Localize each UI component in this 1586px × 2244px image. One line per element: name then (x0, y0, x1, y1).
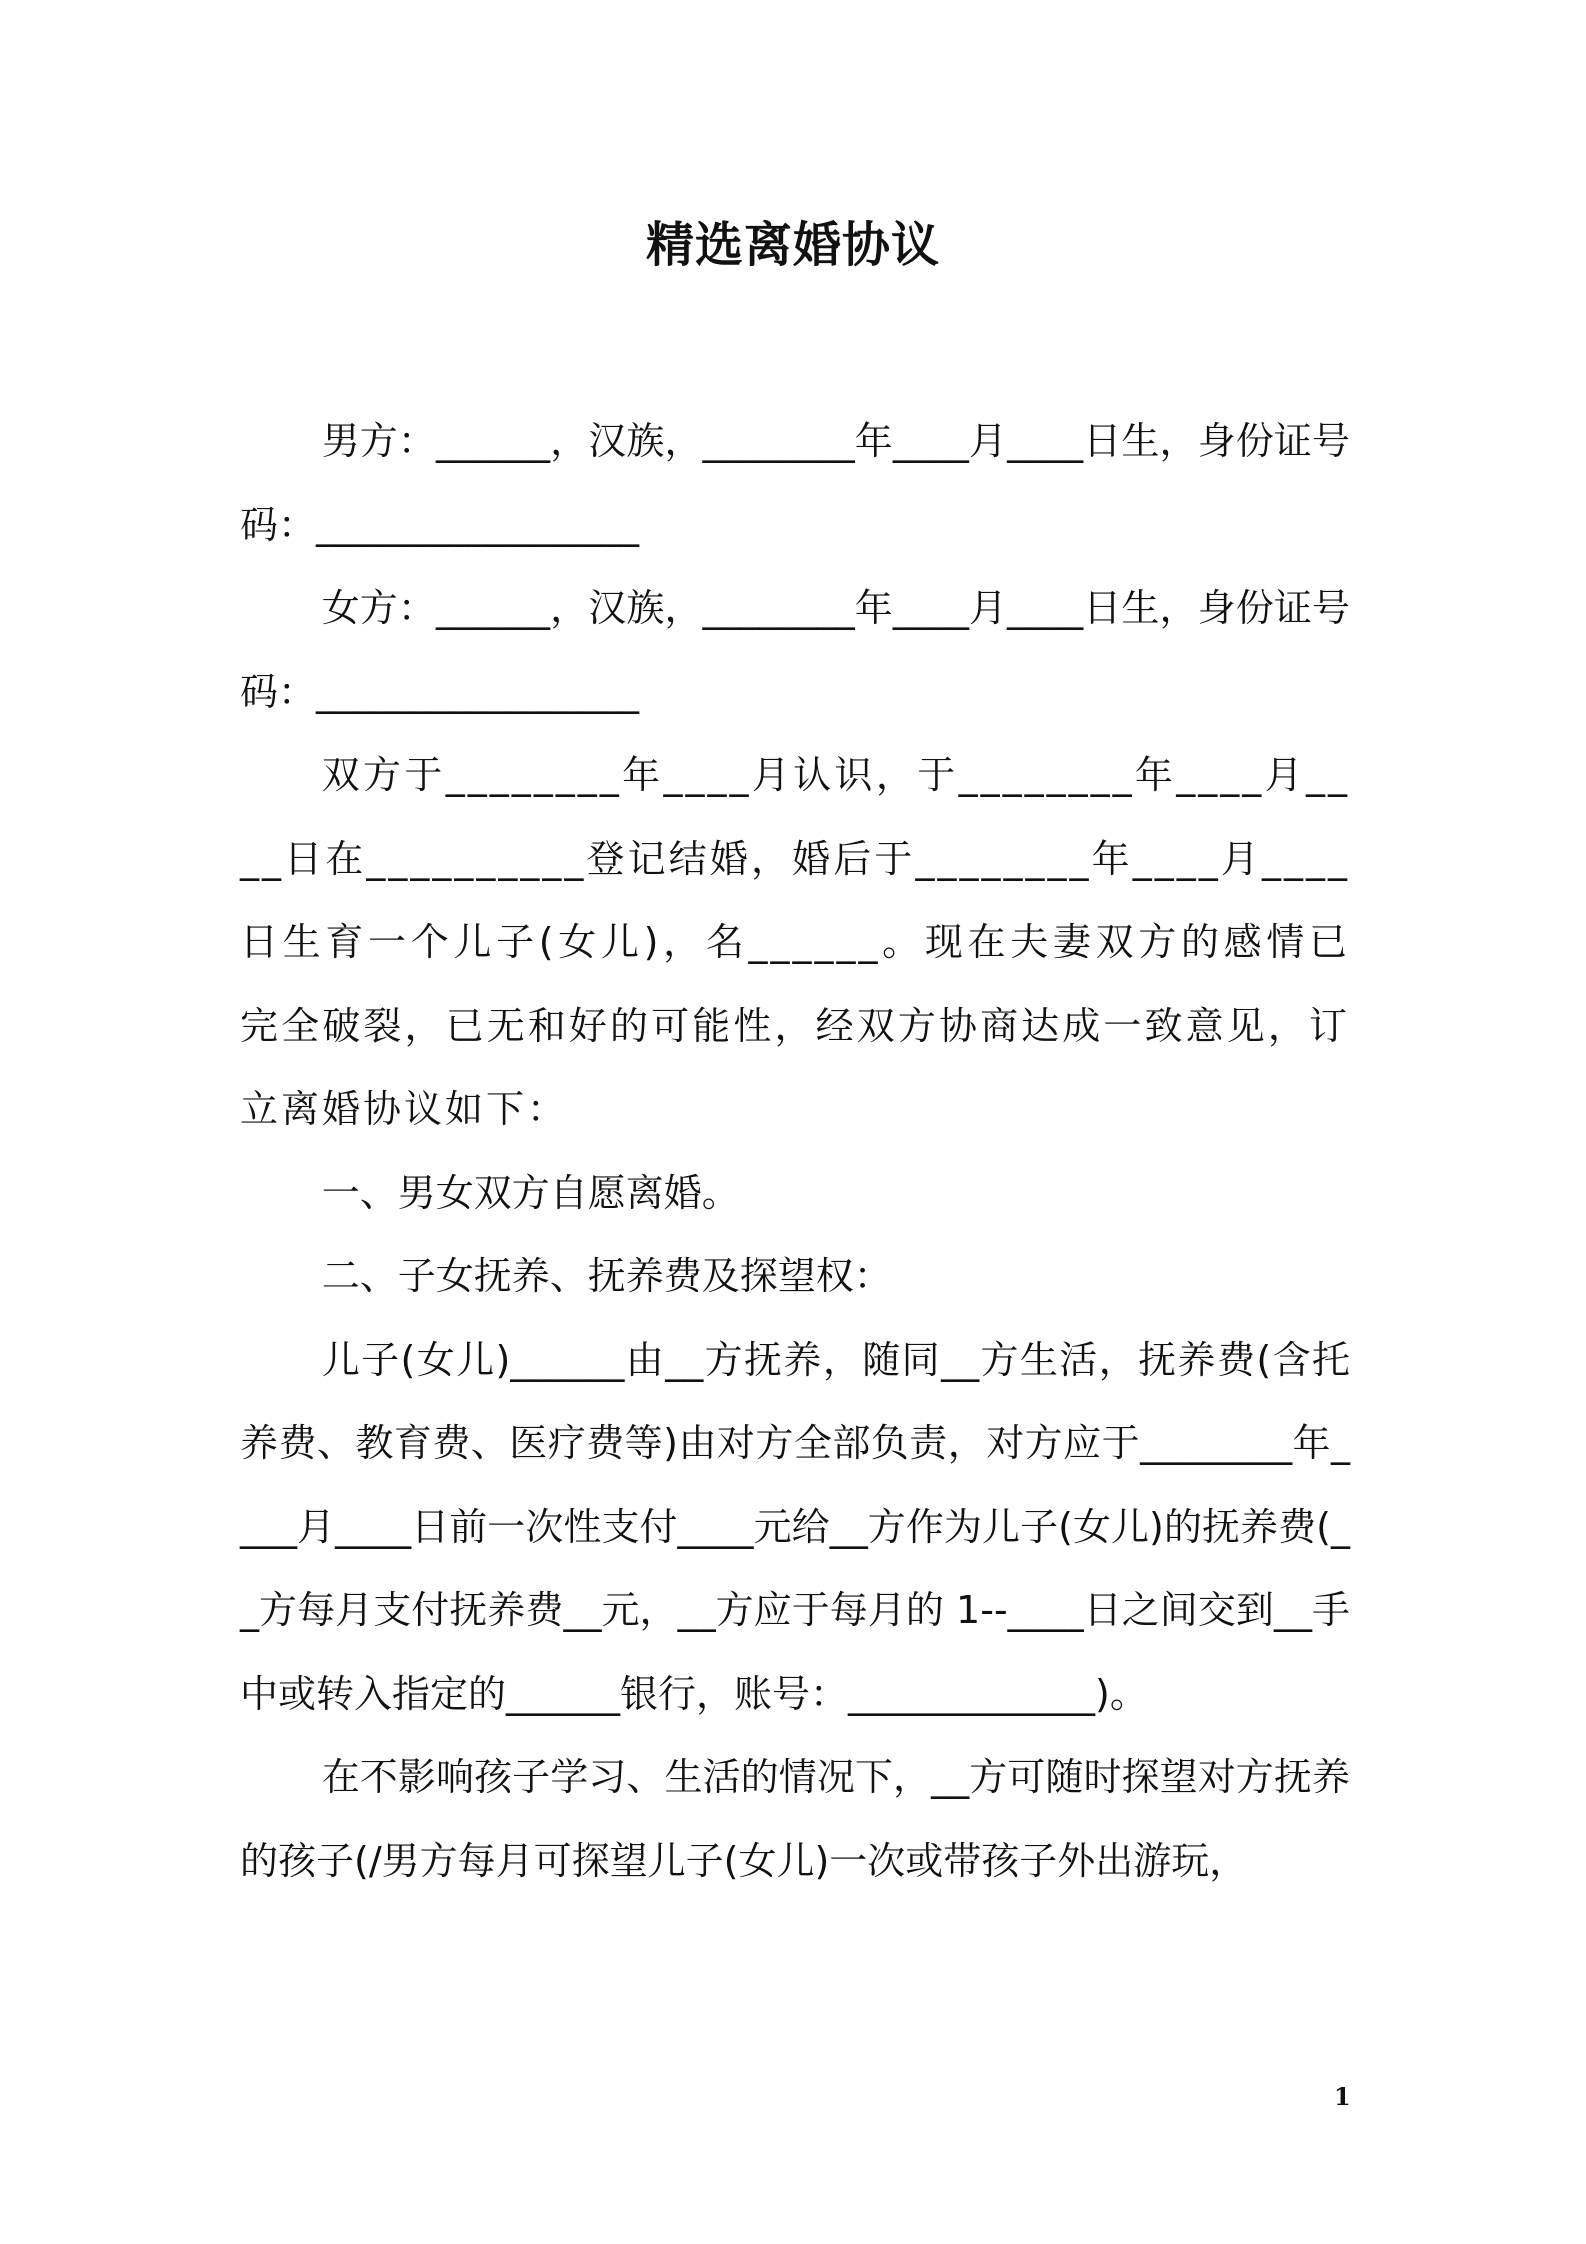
paragraph-visitation: 在不影响孩子学习、生活的情况下，__方可随时探望对方抚养的孩子(/男方每月可探望儿子(女儿)一次或带孩子外出游玩， (240, 1755, 1350, 1883)
page-number: 1 (1334, 2082, 1351, 2111)
paragraph-male-party: 男方：______，汉族，________年____月____日生，身份证号码：_________________ (240, 419, 1350, 547)
document-body (240, 400, 1350, 1903)
paragraph-female-party: 女方：______，汉族，________年____月____日生，身份证号码：_________________ (240, 586, 1350, 714)
document-title: 精选离婚协议 (645, 217, 940, 273)
paragraph-clause-1: 一、男女双方自愿离婚。 (321, 1170, 740, 1215)
paragraph-child-support: 儿子(女儿)______由__方抚养，随同__方生活，抚养费(含托养费、教育费、医疗费等)由对方全部负责，对方应于________年____月____日前一次性支付____元给__方作为儿子(女儿)的抚养费(__方每月支付抚养费__元，__方应于每月的 1--____日之间交到__手中或转入指定的______银行，账号：_____________)。 (240, 1337, 1350, 1716)
paragraph-marriage-background: 双方于________年____月认识，于________年____月____日在__________登记结婚，婚后于________年____月____日生育一个儿子(女儿)，名______。现在夫妻双方的感情已完全破裂，已无和好的可能性，经双方协商达成一致意见，订立离婚协议如下： (240, 753, 1350, 1131)
paragraph-clause-2-heading: 二、子女抚养、抚养费及探望权： (321, 1254, 892, 1298)
